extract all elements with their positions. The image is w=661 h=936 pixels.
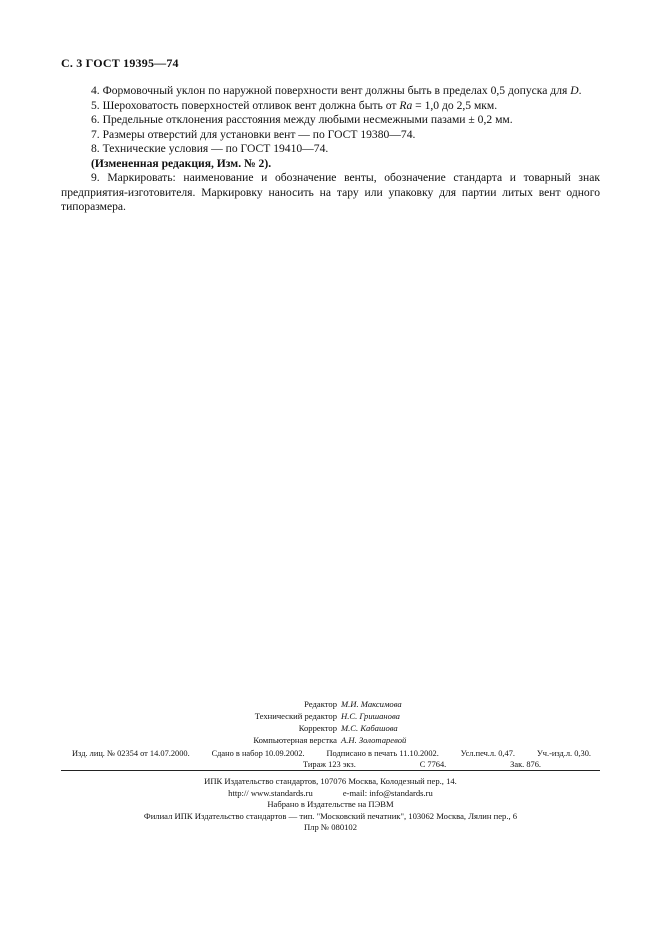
- paragraph-8: 8. Технические условия — по ГОСТ 19410—74.: [91, 142, 329, 155]
- credit-layout: [0, 734, 661, 746]
- imprint-branch: Филиал ИПК Издательство стандартов — тип. "Московский печатник", 103062 Москва, Лялин пер., 6: [143, 810, 518, 821]
- publication-code: С 7764.: [419, 760, 447, 769]
- license: Изд. лиц. № 02354 от 14.07.2000.: [72, 749, 190, 758]
- publication-line-1: [72, 749, 591, 758]
- imprint-typeset: Набрано в Издательстве на ПЭВМ: [267, 799, 394, 810]
- credit-name: А.Н. Золотаревой: [341, 735, 407, 745]
- variable-ra: Ra: [399, 98, 413, 112]
- page-header: С. 3 ГОСТ 19395—74: [61, 56, 179, 70]
- credit-tech-editor: [0, 710, 661, 722]
- credit-name: М.С. Кабашова: [341, 723, 398, 733]
- paragraph-4: 4. Формовочный уклон по наружной поверхности вент должны быть в пределах 0,5 допуска для D.: [91, 84, 582, 97]
- paragraph-5: 5. Шероховатость поверхностей отливок вент должна быть от Ra = 1,0 до 2,5 мкм.: [91, 98, 498, 112]
- publication-line-2: [303, 760, 541, 769]
- edition-sheets: Уч.-изд.л. 0,30.: [536, 749, 591, 758]
- print-date: Подписано в печать 11.10.2002.: [326, 749, 439, 758]
- credits: [0, 698, 661, 746]
- imprint: [61, 776, 600, 834]
- imprint-license: Плр № 080102: [303, 822, 358, 833]
- order-number: Зак. 876.: [510, 760, 541, 769]
- set-date: Сдано в набор 10.09.2002.: [211, 749, 305, 758]
- amendment-note: (Измененная редакция, Изм. № 2).: [91, 156, 272, 170]
- divider-rule: [61, 770, 600, 771]
- paragraph-9: 9. Маркировать: наименование и обозначение венты, обозначение стандарта и товарный знак предприятия-изготовителя. Маркировку наносить на тару или упаковку для партии литых вент одного типоразмера.: [61, 171, 600, 213]
- credit-role: Редактор: [304, 699, 337, 709]
- credit-editor: [0, 698, 661, 710]
- imprint-contacts: [61, 788, 600, 800]
- credit-role: Технический редактор: [254, 711, 337, 721]
- variable-d: D: [570, 84, 579, 97]
- body-text: [61, 84, 600, 215]
- credit-role: Компьютерная верстка: [253, 735, 337, 745]
- imprint-publisher: ИПК Издательство стандартов, 107076 Москва, Колодезный пер., 14.: [204, 776, 457, 786]
- credit-proofreader: [0, 722, 661, 734]
- paragraph-6: 6. Предельные отклонения расстояния между любыми несмежными пазами ± 0,2 мм.: [91, 113, 513, 126]
- credit-name: М.И. Максимова: [341, 699, 402, 709]
- credit-name: Н.С. Гришанова: [341, 711, 400, 721]
- imprint-web: http:// www.standards.ru: [228, 787, 313, 798]
- imprint-email: e-mail: info@standards.ru: [342, 787, 433, 798]
- credit-role: Корректор: [298, 723, 337, 733]
- print-run: Тираж 123 экз.: [303, 760, 356, 769]
- sheets: Усл.печ.л. 0,47.: [460, 749, 515, 758]
- paragraph-7: 7. Размеры отверстий для установки вент — по ГОСТ 19380—74.: [91, 127, 416, 141]
